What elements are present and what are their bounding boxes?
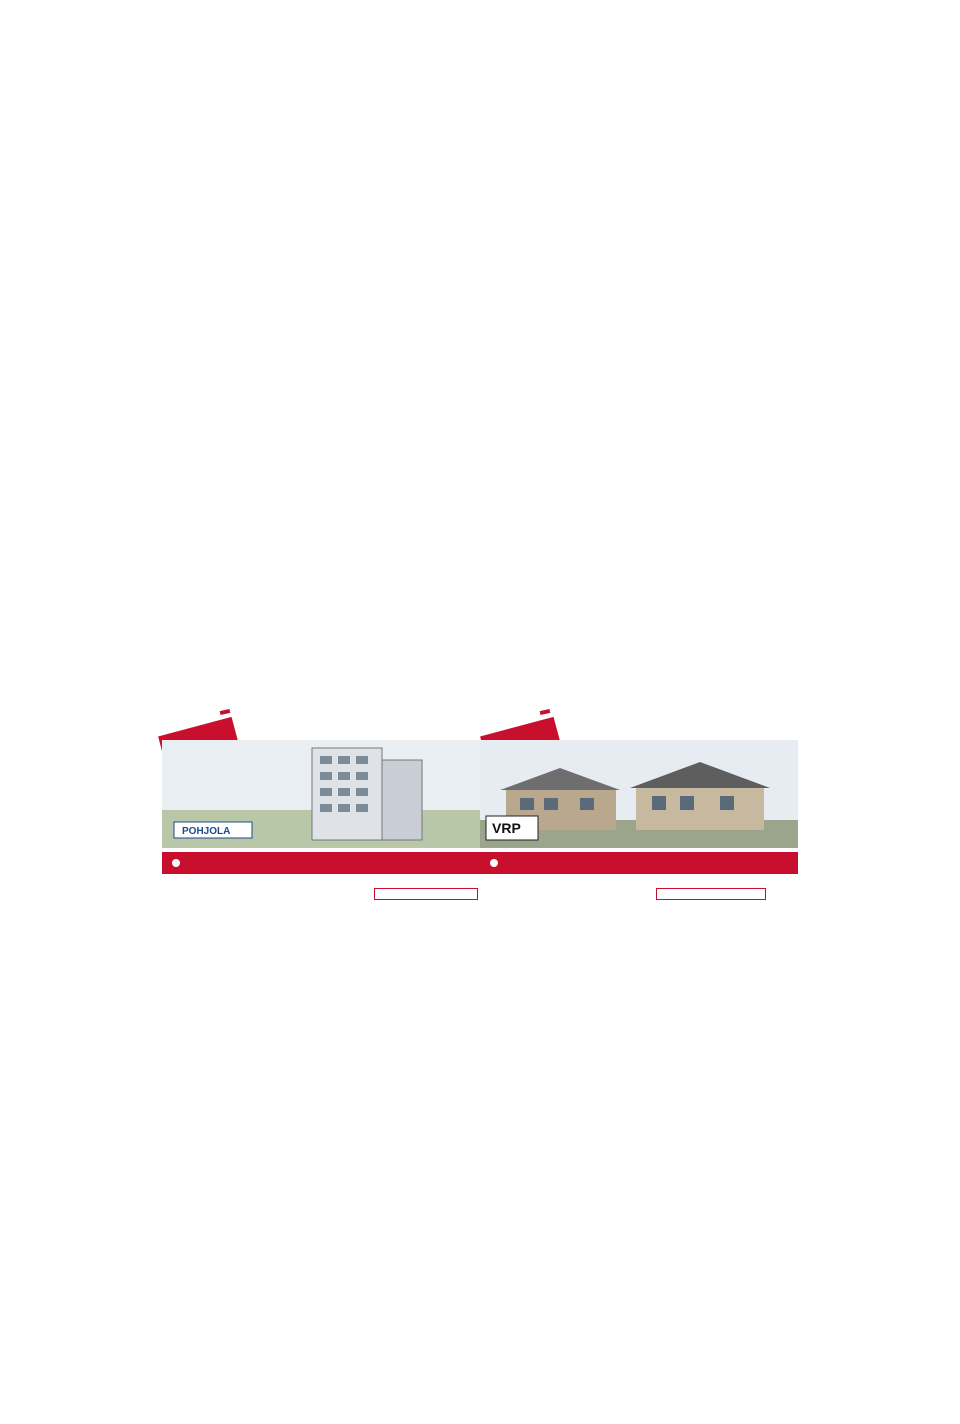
ahjotar-address-bar xyxy=(162,852,480,874)
ahjotar-feature xyxy=(162,700,480,1174)
jokivillat-open-house xyxy=(656,888,766,900)
nyt-badge xyxy=(220,709,231,715)
jokivillat-prices xyxy=(656,882,796,904)
jokivillat-address-bar xyxy=(480,852,798,874)
jokivillat-feature xyxy=(480,700,798,1174)
ahjotar-table xyxy=(374,882,478,904)
jokivillat-photo xyxy=(480,740,798,848)
jokivillat-text xyxy=(486,880,652,890)
ahjotar-building-image xyxy=(162,740,480,848)
dot-icon xyxy=(490,859,498,867)
nyt-badge xyxy=(540,709,551,715)
jokivillat-houses-image xyxy=(480,740,798,848)
ahjotar-open-house xyxy=(374,888,478,900)
svg-text:VRP: VRP xyxy=(492,820,521,836)
ahjotar-photo xyxy=(162,740,480,848)
ahjotar-text xyxy=(200,880,370,888)
dot-icon xyxy=(172,859,180,867)
svg-text:POHJOLA: POHJOLA xyxy=(182,826,231,837)
